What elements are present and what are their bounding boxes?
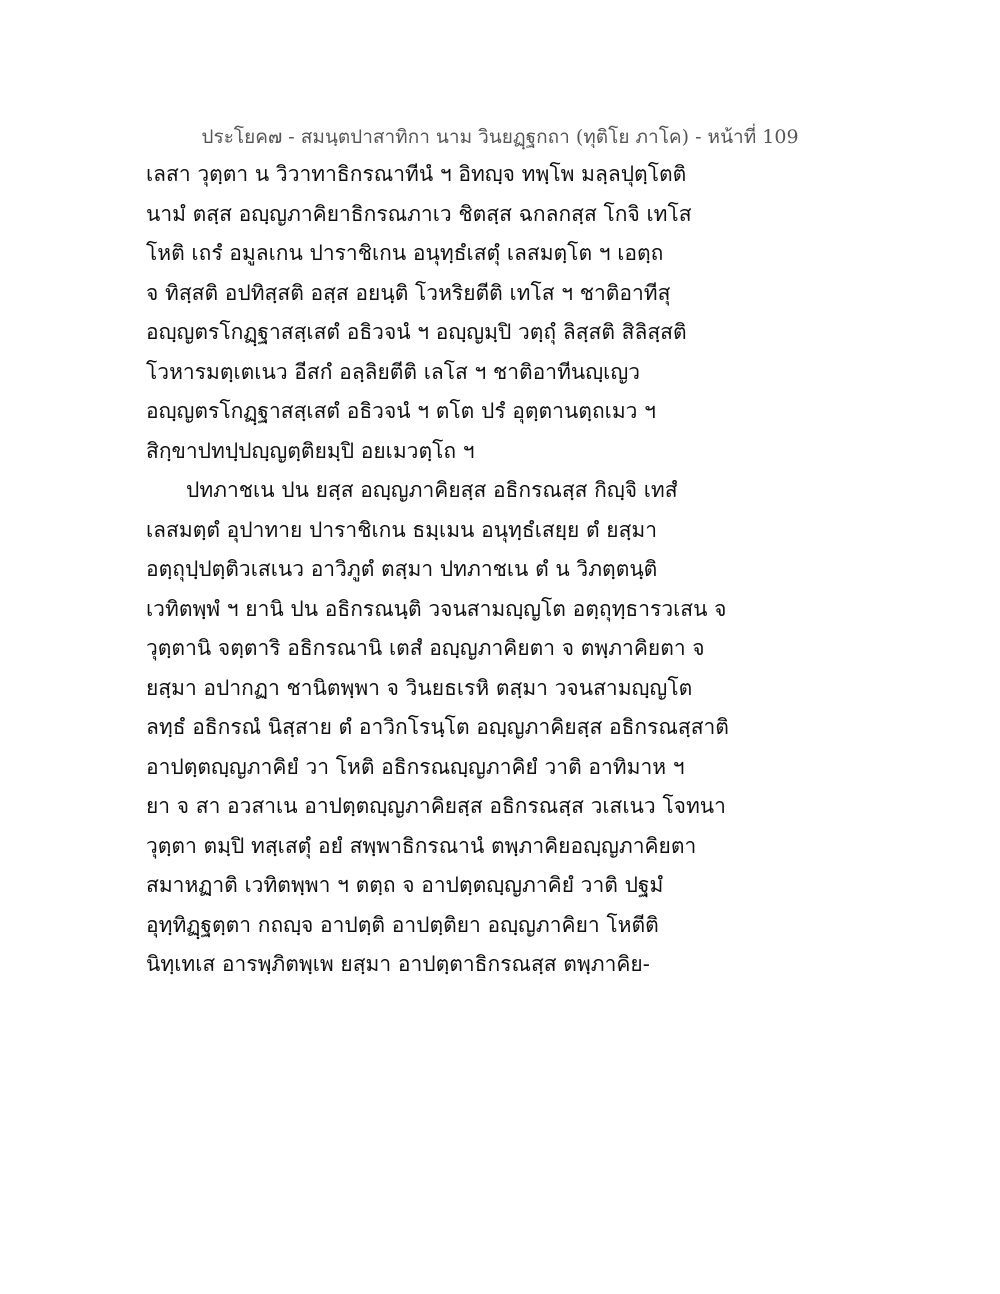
text-line: ลทฺธํ อธิกรณํ นิสฺสาย ตํ อาวิกโรนฺโต อญฺญภาคิยสฺส อธิกรณสฺสาติ [146,715,729,739]
text-line: วุตฺตานิ จตฺตาริ อธิกรณานิ เตสํ อญฺญภาคิยตา จ ตพฺภาคิยตา จ [146,636,705,660]
running-header: ประโยค๗ - สมนฺตปาสาทิกา นาม วินยฏฺฐกถา (ทุติโย ภาโค) - หน้าที่ 109 [201,126,799,148]
text-line: อญฺญตรโกฏฺฐาสสฺเสตํ อธิวจนํ ฯ อญฺญมฺปิ วตฺถุํ ลิสฺสติ สิลิสฺสติ [146,320,687,344]
paragraph-start-line: ปทภาชเน ปน ยสฺส อญฺญภาคิยสฺส อธิกรณสฺส กิญฺจิ เทสํ [186,478,678,502]
text-line: ยา จ สา อวสาเน อาปตฺตญฺญภาคิยสฺส อธิกรณสฺส วเสเนว โจทนา [146,794,726,818]
text-line: วุตฺตา ตมฺปิ ทสฺเสตุํ อยํ สพฺพาธิกรณานํ ตพฺภาคิยอญฺญภาคิยตา [146,833,697,858]
text-line: ยสฺมา อปากฏา ชานิตพฺพา จ วินยธเรหิ ตสฺมา วจนสามญฺญโต [146,675,693,700]
text-line: สิกฺขาปทปฺปญฺญตฺติยมฺปิ อยเมวตฺโถ ฯ [146,438,475,463]
text-line: โหติ เถรํ อมูลเกน ปาราชิเกน อนุทฺธํเสตุํ เลสมตฺโต ฯ เอตฺถ [146,241,664,265]
body-text [146,155,866,985]
text-line: สมาหฏาติ เวทิตพฺพา ฯ ตตฺถ จ อาปตฺตญฺญภาคิยํ วาติ ปฐมํ [146,873,664,897]
text-line: โวหารมตฺเตเนว อีสกํ อลฺลิยตีติ เลโส ฯ ชาติอาทีนญฺเญว [146,359,641,384]
text-line: อตฺถุปฺปตฺติวเสเนว อาวิภูตํ ตสฺมา ปทภาชเน ตํ น วิภตฺตนฺติ [146,557,658,581]
text-line: นิทฺเทเส อารพฺภิตพฺเพ ยสฺมา อาปตฺตาธิกรณสฺส ตพฺภาคิย- [146,952,650,976]
text-line: อญฺญตรโกฏฺฐาสสฺเสตํ อธิวจนํ ฯ ตโต ปรํ อุตฺตานตฺถเมว ฯ [146,399,656,423]
text-line: เลสมตฺตํ อุปาทาย ปาราชิเกน ธมฺเมน อนุทฺธํเสยฺย ตํ ยสฺมา [146,517,658,542]
text-line: อาปตฺตญฺญภาคิยํ วา โหติ อธิกรณญฺญภาคิยํ วาติ อาทิมาห ฯ [146,754,685,779]
text-line: จ ทิสฺสติ อปทิสฺสติ อสฺส อยนฺติ โวหริยตีติ เทโส ฯ ชาติอาทีสุ [146,280,671,305]
text-line: นามํ ตสฺส อญฺญภาคิยาธิกรณภาเว ชิตสฺส ฉกลกสฺส โกจิ เทโส [146,201,692,226]
text-line: อุทฺทิฏฺฐตฺตา กถญฺจ อาปตฺติ อาปตฺติยา อญฺญภาคิยา โหตีติ [146,912,659,937]
text-line: เลสา วุตฺตา น วิวาทาธิกรณาทีนํ ฯ อิทญฺจ ทพฺโพ มลฺลปุตฺโตติ [146,162,687,186]
text-line: เวทิตพฺพํ ฯ ยานิ ปน อธิกรณนฺติ วจนสามญฺญโต อตฺถุทฺธารวเสน จ [146,596,727,621]
